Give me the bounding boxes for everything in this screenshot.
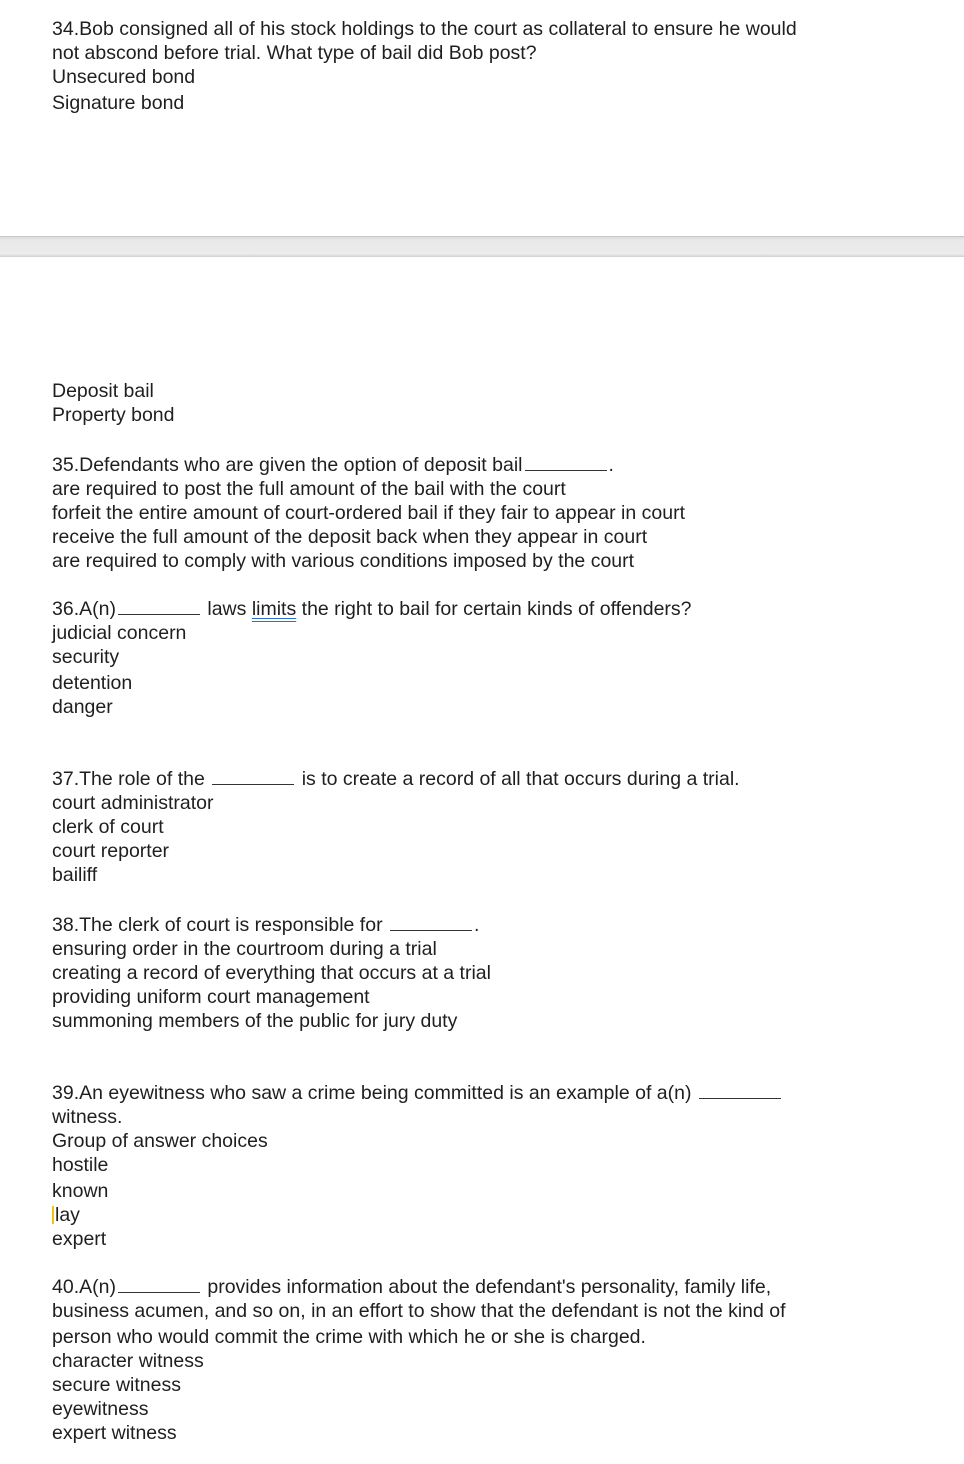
q40-stem-line2: business acumen, and so on, in an effort to show that the defendant is not the kind of [52,1300,786,1322]
q39-choice-1[interactable]: hostile [52,1154,109,1176]
q38-choice-3[interactable]: providing uniform court management [52,986,370,1008]
q36-stem-text: 36.A(n) [52,598,116,620]
q39-stem-text: 39.An eyewitness who saw a crime being committed is an example of a(n) [52,1082,692,1104]
q37-choice-4[interactable]: bailiff [52,864,98,886]
q38-choice-1[interactable]: ensuring order in the courtroom during a trial [52,938,437,960]
q38-stem-end: . [474,914,480,936]
q39-choice-3-label: lay [55,1204,80,1226]
spellcheck-word[interactable]: limits [251,598,297,620]
q38-stem [52,913,479,937]
q34-choice-1[interactable]: Unsecured bond [52,66,196,88]
page-divider [0,236,964,257]
q34-stem-line2: not abscond before trial. What type of bail did Bob post? [52,42,537,64]
q35-stem-text: 35.Defendants who are given the option of deposit bail [52,454,523,476]
answer-blank [699,1081,781,1099]
q36-choice-3[interactable]: detention [52,672,133,694]
q40-choice-4[interactable]: expert witness [52,1422,177,1444]
answer-blank [118,597,200,615]
q40-choice-2[interactable]: secure witness [52,1374,181,1396]
q40-choice-3[interactable]: eyewitness [52,1398,149,1420]
q37-stem-end: is to create a record of all that occurs during a trial. [301,768,740,790]
q36-stem [52,597,692,621]
answer-blank [525,453,607,471]
q39-choice-3[interactable] [52,1203,80,1227]
q37-choice-3[interactable]: court reporter [52,840,170,862]
q34-stem-line1: 34.Bob consigned all of his stock holdings to the court as collateral to ensure he would [52,18,797,40]
q38-stem-text: 38.The clerk of court is responsible for [52,914,383,936]
q34-choice-4[interactable]: Property bond [52,404,175,426]
q36-choice-4[interactable]: danger [52,696,113,718]
q36-stem-end: the right to bail for certain kinds of offenders? [301,598,692,620]
q37-choice-2[interactable]: clerk of court [52,816,164,838]
q36-choice-1[interactable]: judicial concern [52,622,187,644]
q39-choice-4[interactable]: expert [52,1228,107,1250]
q35-stem [52,453,614,477]
q35-choice-3[interactable]: receive the full amount of the deposit back when they appear in court [52,526,648,548]
q37-stem [52,767,740,791]
q39-stem [52,1081,783,1105]
q35-stem-end: . [608,454,614,476]
q37-choice-1[interactable]: court administrator [52,792,214,814]
answer-blank [390,913,472,931]
q40-stem [52,1275,771,1299]
q39-choice-2[interactable]: known [52,1180,109,1202]
q37-stem-text: 37.The role of the [52,768,205,790]
q35-choice-1[interactable]: are required to post the full amount of the bail with the court [52,478,566,500]
q38-choice-4[interactable]: summoning members of the public for jury duty [52,1010,458,1032]
q36-choice-2[interactable]: security [52,646,120,668]
q34-choice-3[interactable]: Deposit bail [52,380,154,402]
answer-blank [118,1275,200,1293]
q39-group-label: Group of answer choices [52,1130,268,1152]
q34-choice-2[interactable]: Signature bond [52,92,185,114]
q40-stem-end: provides information about the defendant's personality, family life, [207,1276,772,1298]
q40-stem-line3: person who would commit the crime with which he or she is charged. [52,1326,646,1348]
text-cursor [52,1206,54,1224]
answer-blank [212,767,294,785]
q39-stem-line2: witness. [52,1106,123,1128]
q40-stem-text: 40.A(n) [52,1276,116,1298]
q38-choice-2[interactable]: creating a record of everything that occurs at a trial [52,962,491,984]
q35-choice-4[interactable]: are required to comply with various conditions imposed by the court [52,550,635,572]
q40-choice-1[interactable]: character witness [52,1350,204,1372]
q36-stem-mid: laws [207,598,247,620]
q35-choice-2[interactable]: forfeit the entire amount of court-ordered bail if they fair to appear in court [52,502,686,524]
